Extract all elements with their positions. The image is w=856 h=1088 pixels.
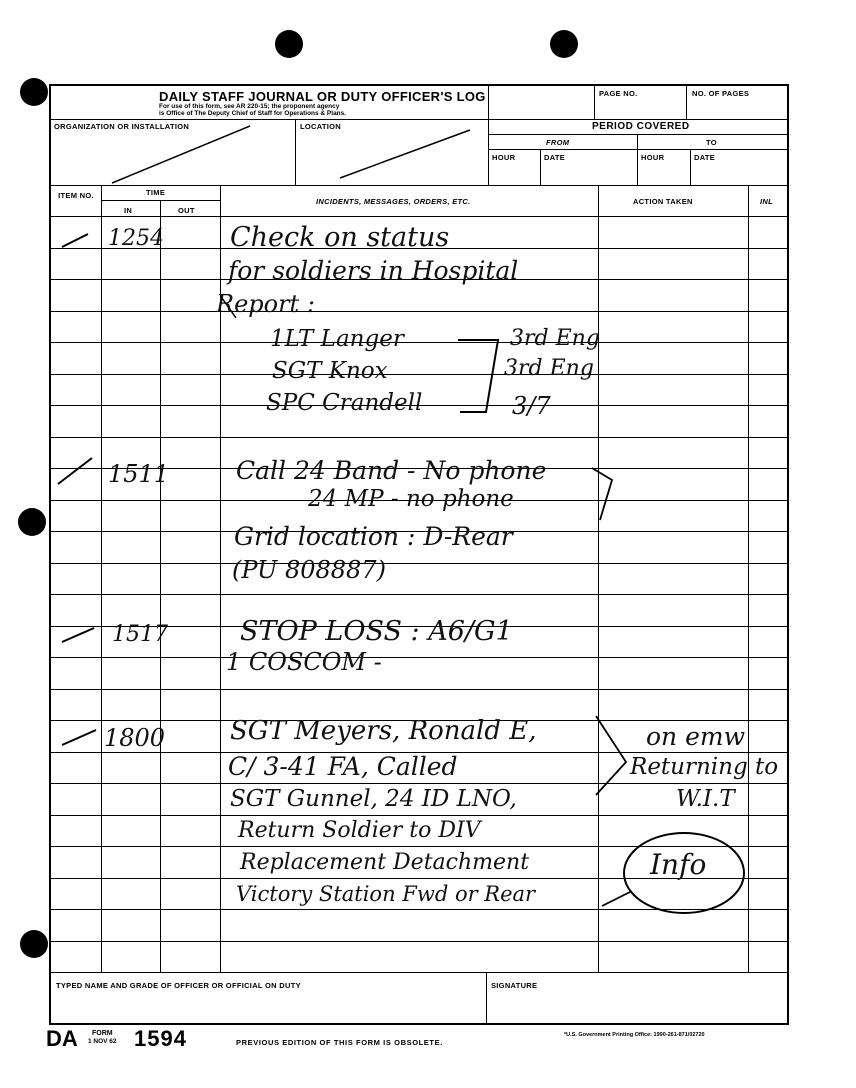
time-out-header: OUT [178, 206, 195, 215]
to-hour-label: HOUR [641, 153, 665, 162]
typed-name-label: TYPED NAME AND GRADE OF OFFICER OR OFFICIAL ON DUTY [56, 981, 301, 990]
entry-1-unit-1: 3rd Eng [510, 326, 600, 351]
signature-label: SIGNATURE [491, 981, 538, 990]
period-covered-label: PERIOD COVERED [592, 121, 690, 132]
entry-1-line-4: 1LT Langer [270, 326, 404, 352]
bracket-units [458, 340, 498, 412]
action-taken-header: ACTION TAKEN [633, 197, 693, 206]
entry-4-line-4: Return Soldier to DIV [238, 818, 481, 843]
entry-1-line-5: SGT Knox [272, 358, 388, 384]
entry-1-line-6: SPC Crandell [266, 390, 423, 416]
from-hour-label: HOUR [492, 153, 516, 162]
check-mark-1 [62, 234, 88, 247]
item-no-header: ITEM NO. [58, 191, 94, 200]
form-word: FORM [92, 1030, 113, 1037]
check-mark-2 [58, 458, 92, 484]
entry-1-unit-2: 3rd Eng [504, 356, 594, 381]
from-date-label: DATE [544, 153, 566, 162]
no-of-pages-label: NO. OF PAGES [692, 89, 750, 98]
form-subtitle-2: is Office of The Deputy Chief of Staff for Operations & Plans. [159, 110, 347, 117]
entry-2-time-in: 1511 [108, 460, 170, 488]
time-header: TIME [146, 188, 166, 197]
bracket-1800 [596, 716, 626, 795]
entry-4-line-6: Victory Station Fwd or Rear [236, 882, 536, 906]
org-slash [112, 126, 250, 183]
entry-2-line-4: (PU 808887) [232, 556, 386, 584]
org-label: ORGANIZATION OR INSTALLATION [54, 122, 190, 131]
incidents-header: INCIDENTS, MESSAGES, ORDERS, ETC. [316, 197, 471, 206]
entry-4-time-in: 1800 [104, 724, 166, 752]
form-title: DAILY STAFF JOURNAL OR DUTY OFFICER'S LOG [159, 89, 486, 104]
entry-4-action-1: on emw [646, 722, 745, 751]
bracket-phone [592, 468, 612, 520]
location-label: LOCATION [300, 122, 342, 131]
entry-2-line-1: Call 24 Band - No phone [236, 456, 547, 485]
arrow-info [602, 892, 630, 906]
location-slash [340, 130, 470, 178]
check-mark-4 [62, 730, 96, 745]
entry-1-line-2: for soldiers in Hospital [228, 256, 519, 285]
page-no-label: PAGE NO. [599, 89, 638, 98]
from-label: FROM [546, 138, 570, 147]
entry-1-unit-3: 3/7 [512, 392, 551, 420]
entry-1-line-1: Check on status [230, 222, 450, 253]
entry-4-action-note: Info [650, 848, 707, 881]
entry-4-action-3: W.I.T [676, 786, 735, 812]
time-in-header: IN [124, 206, 133, 215]
gpo-imprint: *U.S. Government Printing Office: 1990-261-871/02720 [564, 1032, 705, 1038]
entry-1-line-3: Report : [216, 290, 315, 318]
form-da: DA [46, 1026, 78, 1051]
entry-4-line-5: Replacement Detachment [240, 850, 530, 875]
form-date: 1 NOV 62 [88, 1038, 117, 1045]
entry-2-line-3: Grid location : D-Rear [234, 522, 513, 551]
entry-3-time-in: 1517 [112, 622, 168, 647]
entry-3-line-2: 1 COSCOM - [226, 648, 382, 676]
entry-3-line-1: STOP LOSS : A6/G1 [240, 616, 513, 647]
entry-1-time-in: 1254 [108, 226, 164, 251]
entry-2-line-2: 24 MP - no phone [308, 486, 514, 512]
inl-header: INL [760, 197, 773, 206]
entry-4-action-2: Returning to [630, 754, 779, 780]
previous-edition-note: PREVIOUS EDITION OF THIS FORM IS OBSOLETE. [236, 1038, 443, 1047]
form-subtitle-1: For use of this form, see AR 220-15; the proponent agency [159, 103, 340, 110]
form-number: 1594 [134, 1026, 187, 1051]
entry-4-line-3: SGT Gunnel, 24 ID LNO, [230, 786, 517, 812]
entry-4-line-1: SGT Meyers, Ronald E, [230, 716, 537, 746]
to-date-label: DATE [694, 153, 716, 162]
to-label: TO [706, 138, 717, 147]
check-mark-3 [62, 628, 94, 642]
entry-4-line-2: C/ 3-41 FA, Called [228, 752, 458, 781]
